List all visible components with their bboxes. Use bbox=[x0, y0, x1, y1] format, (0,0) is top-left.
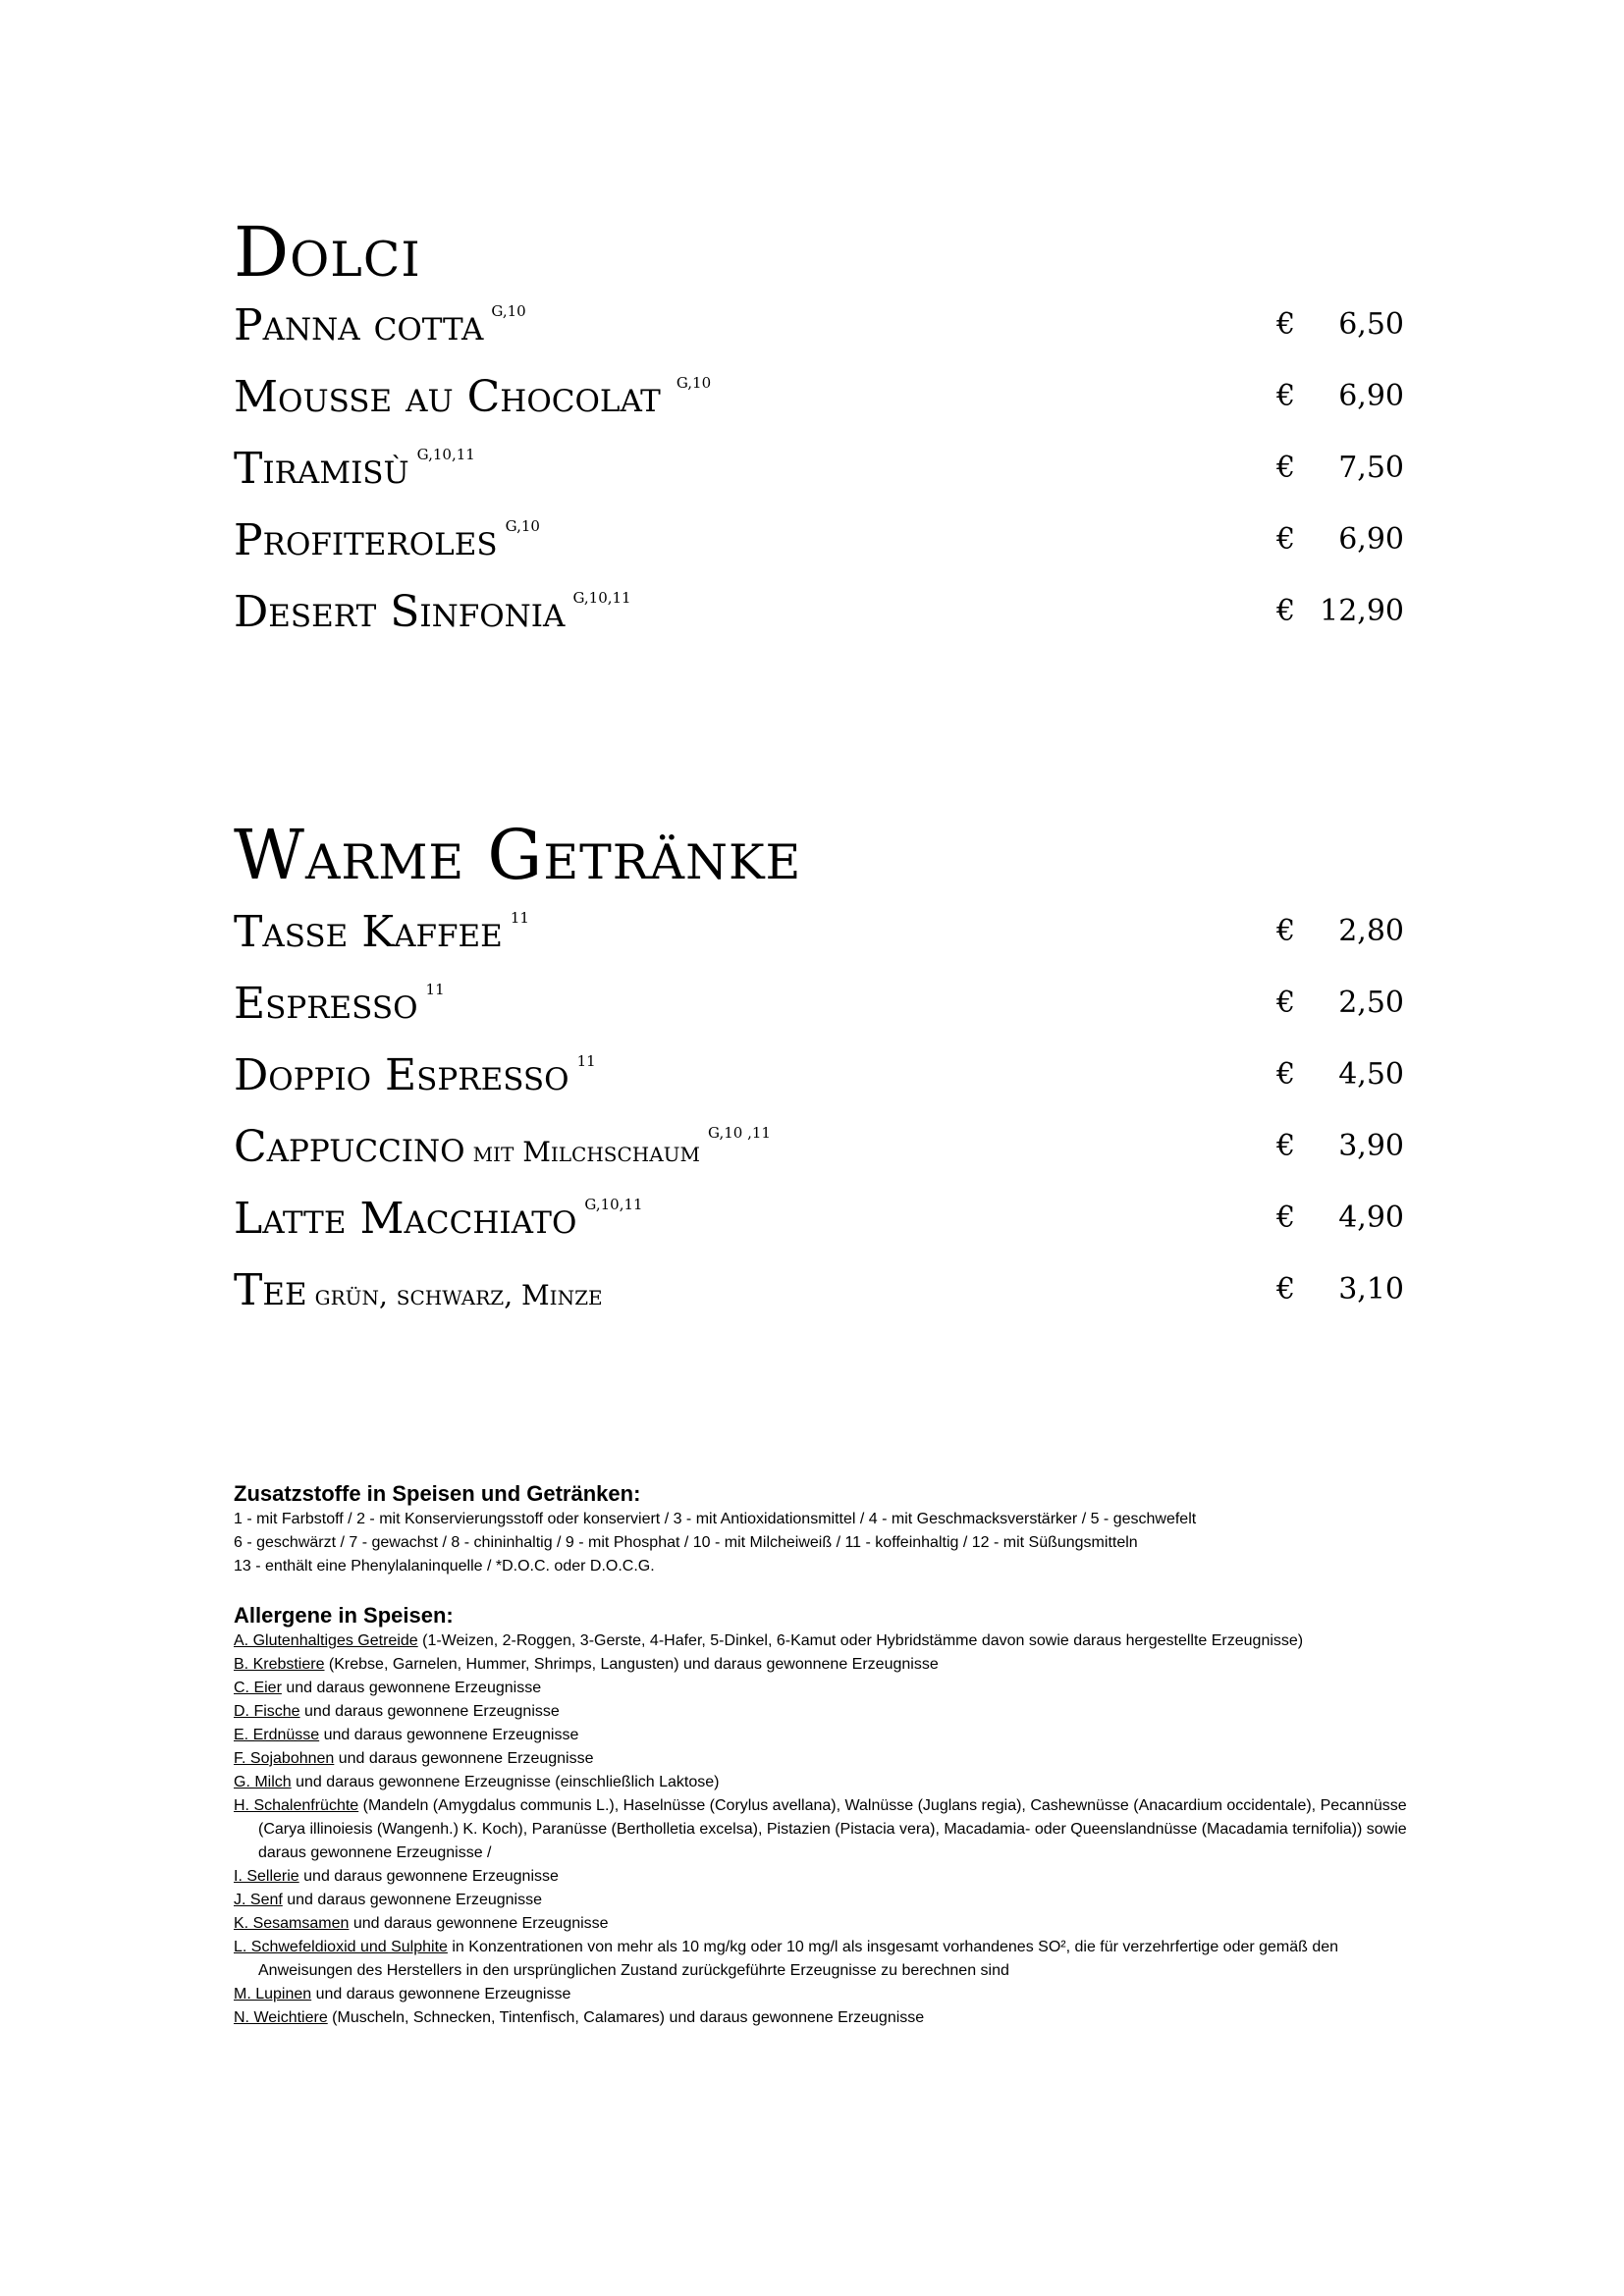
allergen-item bbox=[234, 1629, 1412, 1653]
item-allergens: G,10,11 bbox=[572, 589, 631, 608]
allergen-item bbox=[234, 1653, 1412, 1677]
allergen-item bbox=[234, 1724, 1412, 1747]
item-name-wrap bbox=[234, 1122, 771, 1172]
item-name: Tee bbox=[234, 1265, 307, 1315]
allergen-text: und daraus gewonnene Erzeugnisse bbox=[311, 1986, 571, 2002]
allergen-text: und daraus gewonnene Erzeugnisse bbox=[334, 1750, 594, 1767]
allergen-item bbox=[234, 1677, 1412, 1700]
menu-item bbox=[234, 366, 1404, 438]
menu-item bbox=[234, 901, 1404, 973]
item-price: 6,90 bbox=[1338, 522, 1404, 557]
item-subtitle: grün, schwarz, Minze bbox=[314, 1279, 603, 1311]
item-name: Profiteroles bbox=[234, 515, 498, 565]
item-price: 2,50 bbox=[1338, 986, 1404, 1020]
menu-item bbox=[234, 509, 1404, 581]
allergen-item bbox=[234, 1747, 1412, 1771]
allergen-key: F. Sojabohnen bbox=[234, 1750, 335, 1767]
allergen-text: und daraus gewonnene Erzeugnisse (einschließlich Laktose) bbox=[291, 1774, 720, 1790]
allergen-text: (1-Weizen, 2-Roggen, 3-Gerste, 4-Hafer, 5-Dinkel, 6-Kamut oder Hybridstämme davon sowie daraus hergestellte Erzeugnisse) bbox=[417, 1632, 1304, 1649]
item-name-wrap bbox=[234, 1265, 603, 1315]
allergen-item bbox=[234, 2006, 1412, 2030]
allergen-text: und daraus gewonnene Erzeugnisse bbox=[282, 1892, 542, 1908]
item-name: Doppio Espresso bbox=[234, 1050, 569, 1100]
item-allergens: G,10,11 bbox=[584, 1196, 643, 1214]
item-name-wrap bbox=[234, 907, 529, 957]
additives-title: Zusatzstoffe in Speisen und Getränken: bbox=[234, 1481, 641, 1506]
item-allergens: G,10,11 bbox=[416, 446, 475, 464]
item-currency: € bbox=[1276, 1201, 1296, 1235]
allergen-item bbox=[234, 1912, 1412, 1936]
item-allergens: 11 bbox=[425, 981, 445, 999]
menu-item bbox=[234, 581, 1404, 653]
item-allergens: G,10 ,11 bbox=[708, 1124, 771, 1143]
allergen-text: in Konzentrationen von mehr als 10 mg/kg oder 10 mg/l als insgesamt vorhandenes SO², die für verzehrfertige oder gemäß den Anweisungen des Herstellers in den ursprünglichen Zustand zurückgeführte Erzeugnisse zu berechnen sind bbox=[258, 1939, 1339, 1979]
item-name-wrap bbox=[234, 444, 475, 494]
allergen-key: J. Senf bbox=[234, 1892, 283, 1908]
item-currency: € bbox=[1276, 379, 1296, 413]
allergen-key: K. Sesamsamen bbox=[234, 1915, 350, 1932]
dolci-list bbox=[234, 294, 1404, 653]
item-currency: € bbox=[1276, 914, 1296, 948]
item-currency: € bbox=[1276, 451, 1296, 485]
allergen-item bbox=[234, 1983, 1412, 2006]
item-price: 3,90 bbox=[1338, 1129, 1404, 1163]
allergen-key: A. Glutenhaltiges Getreide bbox=[234, 1632, 418, 1649]
item-name: Desert Sinfonia bbox=[234, 587, 566, 637]
allergen-item bbox=[234, 1700, 1412, 1724]
allergens-title: Allergene in Speisen: bbox=[234, 1603, 454, 1628]
allergen-key: H. Schalenfrüchte bbox=[234, 1797, 359, 1814]
allergen-text: und daraus gewonnene Erzeugnisse bbox=[281, 1680, 542, 1696]
allergen-text: und daraus gewonnene Erzeugnisse bbox=[319, 1727, 579, 1743]
item-price: 2,80 bbox=[1338, 914, 1404, 948]
menu-item bbox=[234, 438, 1404, 509]
warme-getraenke-title: Warme Getränke bbox=[234, 815, 802, 895]
allergen-text: und daraus gewonnene Erzeugnisse bbox=[298, 1868, 559, 1885]
allergen-key: C. Eier bbox=[234, 1680, 282, 1696]
item-name: Mousse au Chocolat bbox=[234, 372, 661, 422]
item-name-wrap bbox=[234, 515, 540, 565]
item-name: Latte Macchiato bbox=[234, 1194, 577, 1244]
menu-item bbox=[234, 1044, 1404, 1116]
item-name-wrap bbox=[234, 372, 712, 422]
additives-line: 13 - enthält eine Phenylalaninquelle / *D.O.C. oder D.O.C.G. bbox=[234, 1558, 655, 1575]
allergen-key: I. Sellerie bbox=[234, 1868, 299, 1885]
item-name-wrap bbox=[234, 587, 631, 637]
allergen-key: N. Weichtiere bbox=[234, 2009, 328, 2026]
item-currency: € bbox=[1276, 522, 1296, 557]
item-currency: € bbox=[1276, 1272, 1296, 1307]
additives-section bbox=[234, 1480, 1412, 1578]
allergen-item bbox=[234, 1865, 1412, 1889]
item-name: Cappuccino bbox=[234, 1122, 465, 1172]
menu-item bbox=[234, 294, 1404, 366]
item-price: 6,90 bbox=[1338, 379, 1404, 413]
item-allergens: 11 bbox=[510, 909, 529, 928]
item-currency: € bbox=[1276, 1129, 1296, 1163]
item-name: Espresso bbox=[234, 979, 418, 1029]
item-price: 3,10 bbox=[1338, 1272, 1404, 1307]
allergen-item bbox=[234, 1936, 1412, 1983]
item-name-wrap bbox=[234, 1194, 643, 1244]
allergen-key: L. Schwefeldioxid und Sulphite bbox=[234, 1939, 448, 1955]
allergen-text: (Mandeln (Amygdalus communis L.), Haselnüsse (Corylus avellana), Walnüsse (Juglans regia), Cashewnüsse (Anacardium occidentale), Pecannüsse (Carya illinoiesis (Wangenh.) K. Koch), Paranüsse (Bertholletia excelsa), Pistazien (Pistacia vera), Macadamia- oder Queenslandnüsse (Macadamia ternifolia)) sowie daraus gewonnene Erzeugnisse / bbox=[258, 1797, 1407, 1861]
item-name-wrap bbox=[234, 1050, 596, 1100]
allergen-item bbox=[234, 1794, 1412, 1865]
allergens-section bbox=[234, 1602, 1412, 2030]
item-allergens: G,10 bbox=[505, 517, 540, 536]
allergen-text: und daraus gewonnene Erzeugnisse bbox=[299, 1703, 560, 1720]
additives-line: 1 - mit Farbstoff / 2 - mit Konservierungsstoff oder konserviert / 3 - mit Antioxidationsmittel / 4 - mit Geschmacksverstärker / 5 - geschwefelt bbox=[234, 1511, 1197, 1527]
item-name-wrap bbox=[234, 979, 445, 1029]
menu-item bbox=[234, 1116, 1404, 1188]
item-price: 7,50 bbox=[1338, 451, 1404, 485]
item-name: Panna cotta bbox=[234, 300, 484, 350]
menu-item bbox=[234, 1188, 1404, 1259]
allergen-text: (Muscheln, Schnecken, Tintenfisch, Calamares) und daraus gewonnene Erzeugnisse bbox=[327, 2009, 925, 2026]
item-subtitle: mit Milchschaum bbox=[472, 1136, 701, 1168]
allergen-key: B. Krebstiere bbox=[234, 1656, 325, 1673]
allergen-item bbox=[234, 1889, 1412, 1912]
item-price: 4,50 bbox=[1338, 1057, 1404, 1092]
allergen-key: D. Fische bbox=[234, 1703, 300, 1720]
dolci-section bbox=[234, 212, 1404, 653]
item-price: 4,90 bbox=[1338, 1201, 1404, 1235]
warme-getraenke-list bbox=[234, 901, 1404, 1331]
allergen-text: (Krebse, Garnelen, Hummer, Shrimps, Langusten) und daraus gewonnene Erzeugnisse bbox=[324, 1656, 939, 1673]
allergen-key: G. Milch bbox=[234, 1774, 292, 1790]
warme-getraenke-section bbox=[234, 815, 1404, 1331]
item-name-wrap bbox=[234, 300, 526, 350]
item-name: Tasse Kaffee bbox=[234, 907, 503, 957]
item-allergens: G,10 bbox=[676, 374, 712, 393]
item-currency: € bbox=[1276, 1057, 1296, 1092]
allergen-item bbox=[234, 1771, 1412, 1794]
item-allergens: 11 bbox=[576, 1052, 596, 1071]
additives-line: 6 - geschwärzt / 7 - gewachst / 8 - chininhaltig / 9 - mit Phosphat / 10 - mit Milcheiweiß / 11 - koffeinhaltig / 12 - mit Süßungsmitteln bbox=[234, 1534, 1138, 1551]
item-currency: € bbox=[1276, 594, 1296, 628]
item-price: 12,90 bbox=[1320, 594, 1404, 628]
allergen-key: M. Lupinen bbox=[234, 1986, 312, 2002]
allergen-text: und daraus gewonnene Erzeugnisse bbox=[349, 1915, 609, 1932]
dolci-title: Dolci bbox=[234, 212, 421, 293]
item-price: 6,50 bbox=[1338, 307, 1404, 342]
menu-item bbox=[234, 1259, 1404, 1331]
item-allergens: G,10 bbox=[491, 302, 526, 321]
item-currency: € bbox=[1276, 307, 1296, 342]
allergen-key: E. Erdnüsse bbox=[234, 1727, 320, 1743]
item-name: Tiramisù bbox=[234, 444, 409, 494]
item-currency: € bbox=[1276, 986, 1296, 1020]
menu-item bbox=[234, 973, 1404, 1044]
